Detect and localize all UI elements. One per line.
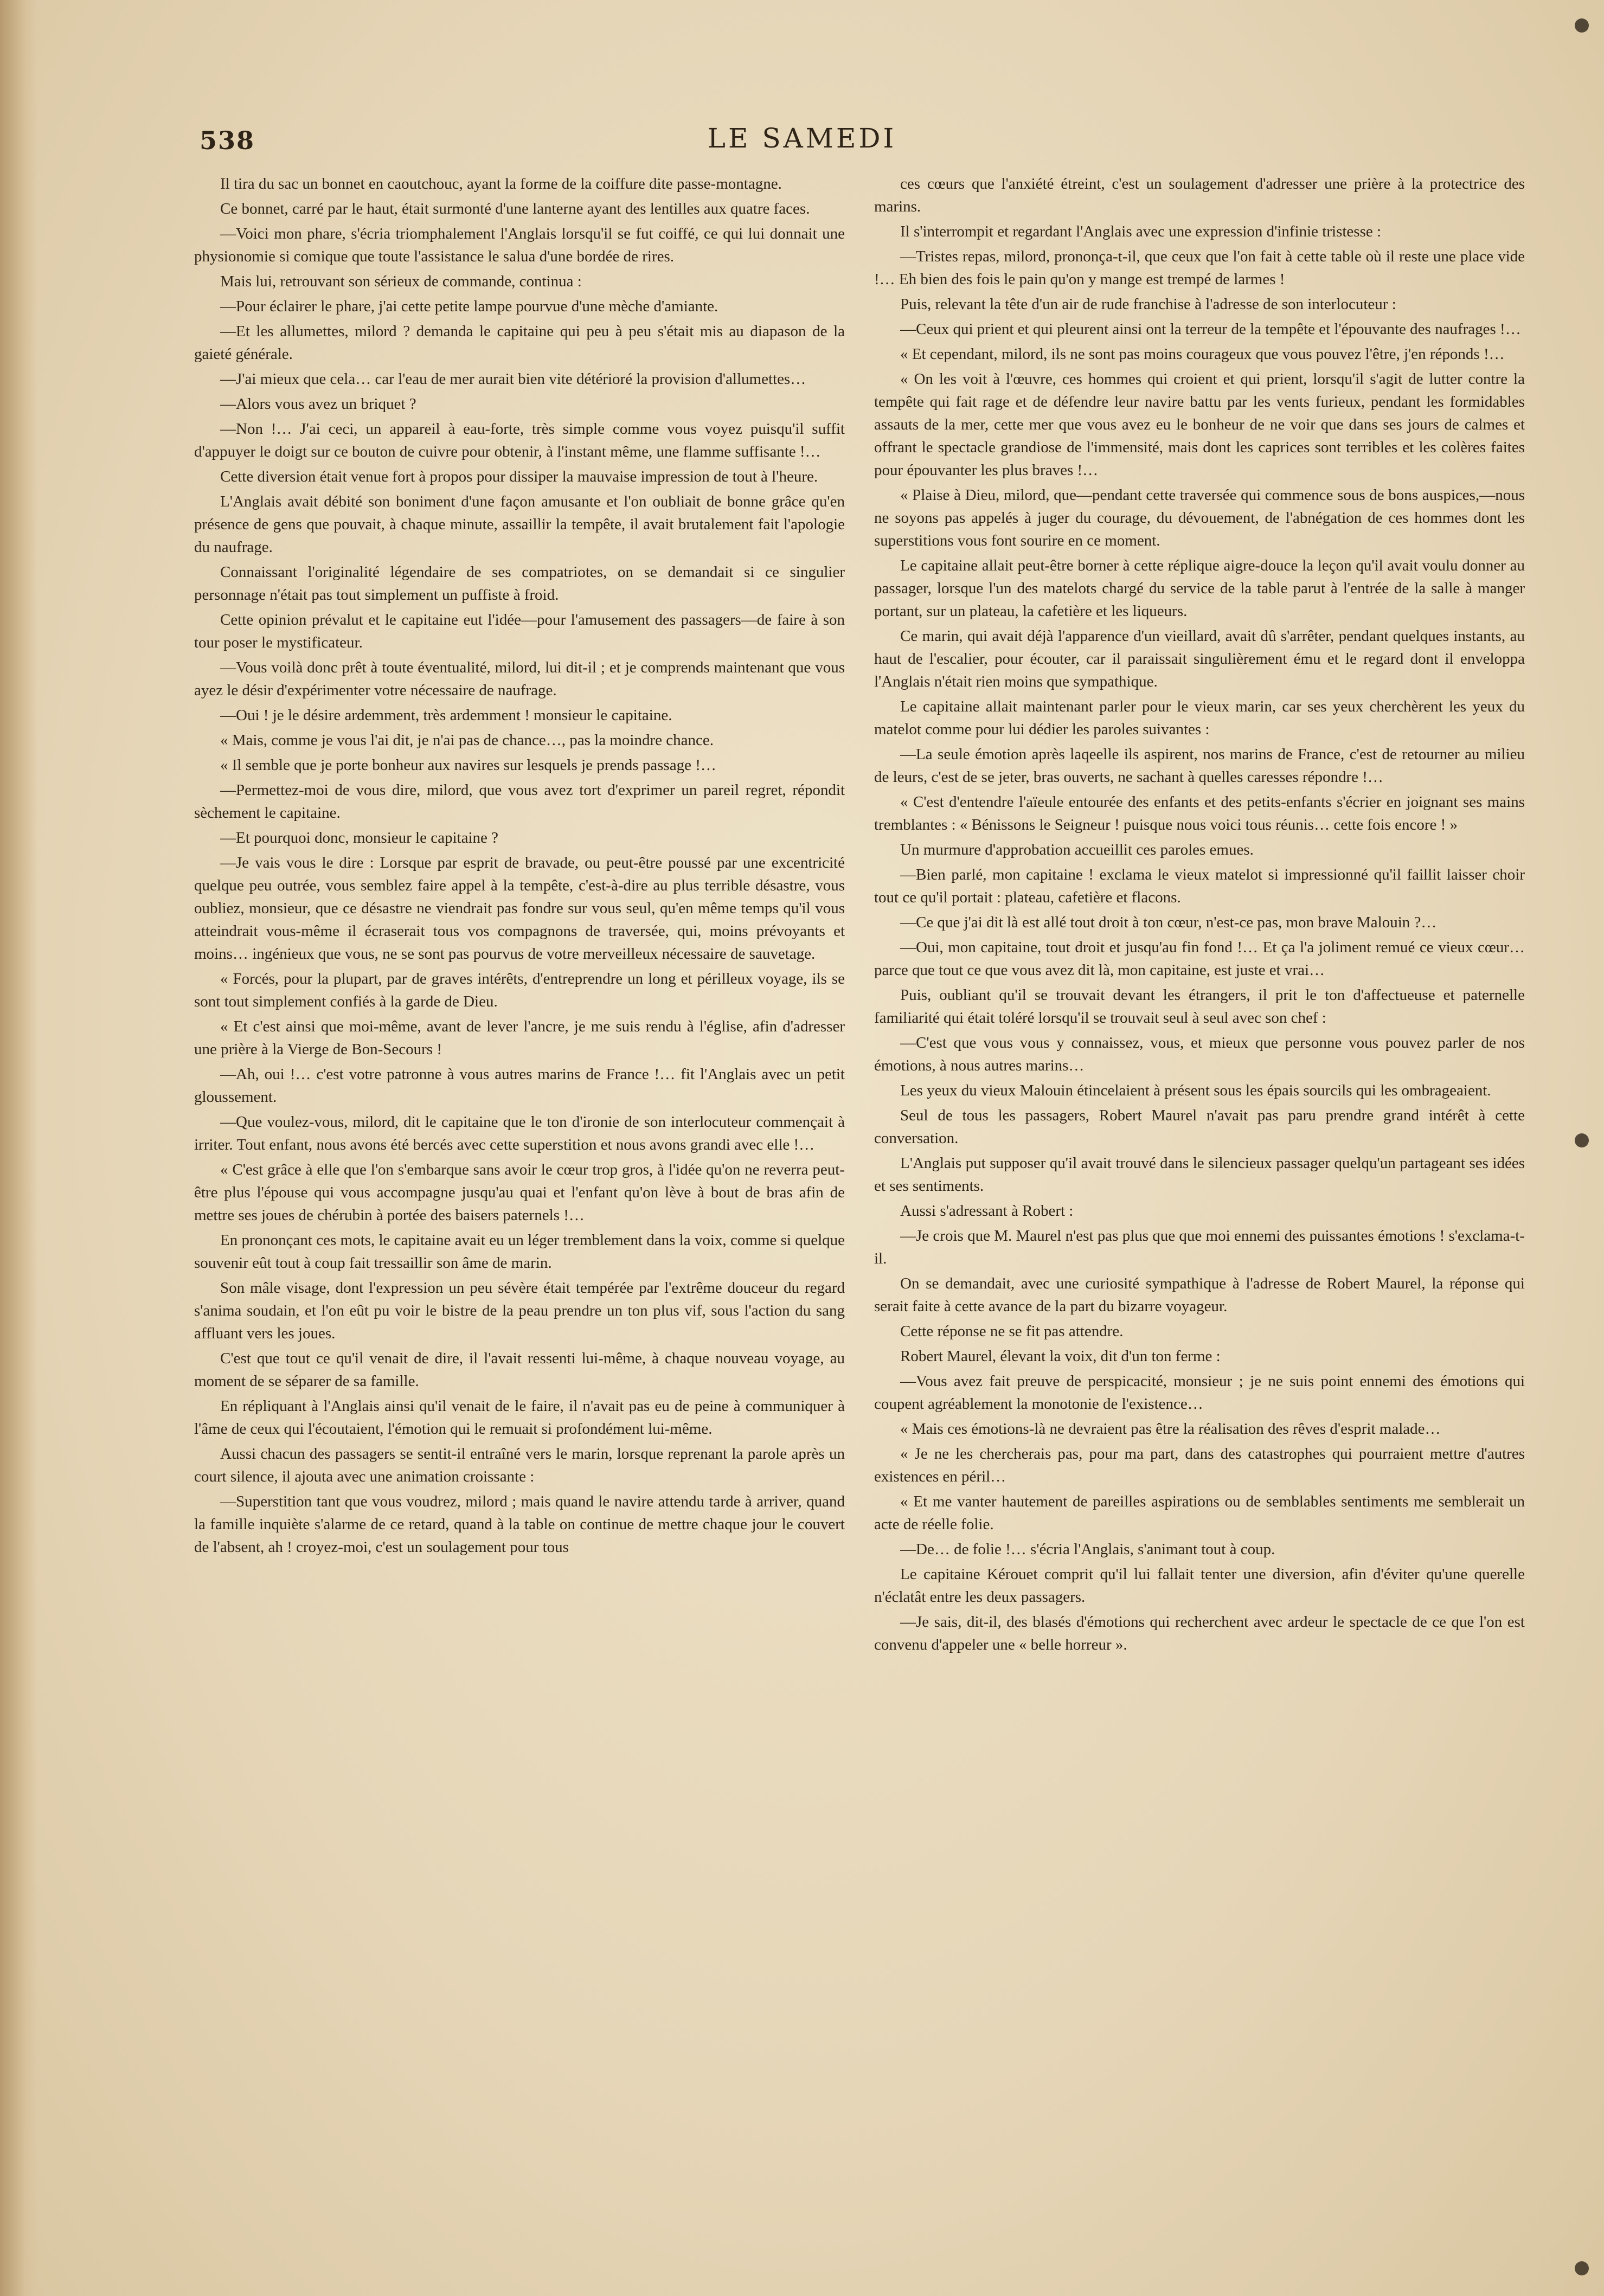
paragraph: Aussi chacun des passagers se sentit-il entraîné vers le marin, lorsque reprenant la parole après un court silence, il ajouta avec une animation croissante :: [194, 1445, 845, 1485]
paragraph: « Plaise à Dieu, milord, que—pendant cette traversée qui commence sous de bons auspices,—nous ne soyons pas appelés à juger du courage, du dévouement, de l'abnégation de ces hommes dont les superstitions vous font sourire en ce moment.: [874, 486, 1525, 549]
binding-spine: [0, 0, 38, 2296]
paragraph: « Mais ces émotions-là ne devraient pas être la réalisation des rêves d'esprit malade…: [900, 1420, 1441, 1438]
paragraph: On se demandait, avec une curiosité sympathique à l'adresse de Robert Maurel, la réponse qui serait faite à cette avance de la part du bizarre voyageur.: [874, 1275, 1525, 1315]
paragraph: En répliquant à l'Anglais ainsi qu'il venait de le faire, il n'avait pas eu de peine à communiquer à l'âme de ceux qui l'écoutaient, l'émotion qui le remuait si profondément lui-même.: [194, 1397, 845, 1438]
paragraph: Cette réponse ne se fit pas attendre.: [900, 1323, 1124, 1340]
paragraph: —Oui ! je le désire ardemment, très ardemment ! monsieur le capitaine.: [220, 707, 672, 724]
paragraph: Ce marin, qui avait déjà l'apparence d'un vieillard, avait dû s'arrêter, pendant quelques instants, au haut de l'escalier, pour écouter, car il paraissait singulièrement ému et le regard dont il enveloppa l'Anglais n'était rien moins que sympathique.: [874, 627, 1525, 690]
paragraph: Seul de tous les passagers, Robert Maurel n'avait pas paru prendre grand intérêt à cette conversation.: [874, 1107, 1525, 1147]
paragraph: Un murmure d'approbation accueillit ces paroles emues.: [900, 841, 1254, 858]
paragraph: « Et me vanter hautement de pareilles aspirations ou de semblables sentiments me semblerait un acte de réelle folie.: [874, 1493, 1525, 1533]
paragraph: Le capitaine Kérouet comprit qu'il lui fallait tenter une diversion, afin d'éviter qu'une querelle n'éclatât entre les deux passagers.: [874, 1566, 1525, 1606]
paragraph: Connaissant l'originalité légendaire de ses compatriotes, on se demandait si ce singulier personnage n'était pas tout simplement un puffiste à froid.: [194, 563, 845, 604]
paragraph: Ce bonnet, carré par le haut, était surmonté d'une lanterne ayant des lentilles aux quatre faces.: [220, 200, 810, 217]
paragraph: Robert Maurel, élevant la voix, dit d'un ton ferme :: [900, 1348, 1221, 1365]
paragraph: C'est que tout ce qu'il venait de dire, il l'avait ressenti lui-même, à chaque nouveau voyage, au moment de se séparer de sa famille.: [194, 1350, 845, 1390]
paragraph: —Bien parlé, mon capitaine ! exclama le vieux matelot si impressionné qu'il faillit laisser choir tout ce qu'il portait : plateau, cafetière et flacons.: [874, 866, 1525, 906]
paragraph: Il s'interrompit et regardant l'Anglais avec une expression d'infinie tristesse :: [900, 223, 1382, 240]
paragraph: —Je vais vous le dire : Lorsque par esprit de bravade, ou peut-être poussé par une excentricité quelque peu outrée, vous semblez faire appel à la tempête, c'est-à-dire au plus terrible désastre, vous oubliez, monsieur, que ce désastre ne viendrait pas fondre sur vous seul, qu'en même temps qu'il vous atteindrait vous-même il écraserait tous vos compagnons de traversée, qui, moins prévoyants et moins… ingénieux que vous, ne se sont pas pourvus de votre merveilleux nécessaire de sauvetage.: [194, 854, 845, 963]
paragraph: « Mais, comme je vous l'ai dit, je n'ai pas de chance…, pas la moindre chance.: [220, 732, 714, 749]
paragraph: —Oui, mon capitaine, tout droit et jusqu'au fin fond !… Et ça l'a joliment remué ce vieux cœur… parce que tout ce que vous avez dit là, mon capitaine, est juste et vrai…: [874, 939, 1525, 979]
paragraph: —De… de folie !… s'écria l'Anglais, s'animant tout à coup.: [900, 1541, 1275, 1558]
paragraph: —Permettez-moi de vous dire, milord, que vous avez tort d'exprimer un pareil regret, répondit sèchement le capitaine.: [194, 781, 845, 822]
paragraph: —Alors vous avez un briquet ?: [220, 395, 416, 413]
paragraph: L'Anglais avait débité son boniment d'une façon amusante et l'on oubliait de bonne grâce qu'en présence de gens que pouvait, à chaque minute, assaillir la tempête, il avait brutalement fait l'apologie du naufrage.: [194, 493, 845, 556]
paragraph: —Superstition tant que vous voudrez, milord ; mais quand le navire attendu tarde à arriver, quand la famille inquiète s'alarme de ce retard, quand à la table on continue de mettre chaque jour le couvert de l'absent, ah ! croyez-moi, c'est un soulagement pour tous: [194, 1493, 845, 1556]
paragraph: —Et les allumettes, milord ? demanda le capitaine qui peu à peu s'était mis au diapason de la gaieté générale.: [194, 323, 845, 363]
paragraph: « Il semble que je porte bonheur aux navires sur lesquels je prends passage !…: [220, 756, 716, 774]
paragraph: « Et cependant, milord, ils ne sont pas moins courageux que vous pouvez l'être, j'en réponds !…: [900, 345, 1505, 363]
paragraph: —Vous voilà donc prêt à toute éventualité, milord, lui dit-il ; et je comprends maintenant que vous ayez le désir d'expérimenter votre nécessaire de naufrage.: [194, 659, 845, 699]
paragraph: —Pour éclairer le phare, j'ai cette petite lampe pourvue d'une mèche d'amiante.: [220, 298, 718, 315]
paragraph: « Forcés, pour la plupart, par de graves intérêts, d'entreprendre un long et périlleux voyage, ils se sont tout simplement confiés à la garde de Dieu.: [194, 970, 845, 1010]
paragraph: Cette opinion prévalut et le capitaine eut l'idée—pour l'amusement des passagers—de faire à son tour poser le mystificateur.: [194, 611, 845, 651]
paragraph: Les yeux du vieux Malouin étincelaient à présent sous les épais sourcils qui les ombrageaient.: [900, 1082, 1491, 1099]
paragraph: —J'ai mieux que cela… car l'eau de mer aurait bien vite détérioré la provision d'allumettes…: [220, 370, 806, 388]
paragraph: « Et c'est ainsi que moi-même, avant de lever l'ancre, je me suis rendu à l'église, afin d'adresser une prière à la Vierge de Bon-Secours !: [194, 1018, 845, 1058]
page-number: 538: [200, 126, 255, 155]
binding-hole-icon: [1575, 18, 1589, 33]
text-column-left: [194, 172, 845, 2135]
running-title: LE SAMEDI: [707, 123, 897, 154]
paragraph: —C'est que vous vous y connaissez, vous, et mieux que personne vous pouvez parler de nos émotions, à nous autres marins…: [874, 1034, 1525, 1074]
paragraph: « C'est d'entendre l'aïeule entourée des enfants et des petits-enfants s'écrier en joignant ses mains tremblantes : « Bénissons le Seigneur ! puisque nous voici tous réunis… cette fois encore ! »: [874, 793, 1525, 833]
paragraph: —La seule émotion après laqeelle ils aspirent, nos marins de France, c'est de retourner au milieu de leurs, c'est de se jeter, bras ouverts, ne sachant à quelles caresses répondre !…: [874, 746, 1525, 786]
paragraph: —Je sais, dit-il, des blasés d'émotions qui recherchent avec ardeur le spectacle de ce que l'on est convenu d'appeler une « belle horreur ».: [874, 1613, 1525, 1653]
paragraph: ces cœurs que l'anxiété étreint, c'est un soulagement d'adresser une prière à la protectrice des marins.: [874, 175, 1525, 215]
paragraph: Mais lui, retrouvant son sérieux de commande, continua :: [220, 273, 582, 290]
paragraph: —Voici mon phare, s'écria triomphalement l'Anglais lorsqu'il se fut coiffé, ce qui lui donnait une physionomie si comique que toute l'assistance le salua d'une bordée de rires.: [194, 225, 845, 265]
paragraph: « On les voit à l'œuvre, ces hommes qui croient et qui prient, lorsqu'il s'agit de lutter contre la tempête qui fait rage et de défendre leur navire battu par les vents furieux, pendant les formidables assauts de la mer, cette mer que vous avez eu le bonheur de ne voir que dans ses jours de calmes et offrant le spectacle grandiose de l'immensité, mais dont les caprices sont terribles et les colères faites pour épouvanter les plus braves !…: [874, 370, 1525, 479]
paragraph: —Ah, oui !… c'est votre patronne à vous autres marins de France !… fit l'Anglais avec un petit gloussement.: [194, 1066, 845, 1106]
paragraph: L'Anglais put supposer qu'il avait trouvé dans le silencieux passager quelqu'un partageant ses idées et ses sentiments.: [874, 1155, 1525, 1195]
paragraph: —Je crois que M. Maurel n'est pas plus que que moi ennemi des puissantes émotions ! s'exclama-t-il.: [874, 1227, 1525, 1267]
paragraph: Puis, oubliant qu'il se trouvait devant les étrangers, il prit le ton d'affectueuse et paternelle familiarité qui était toléré lorsqu'il se trouvait seul à seul avec son chef :: [874, 986, 1525, 1027]
paragraph: « Je ne les chercherais pas, pour ma part, dans des catastrophes qui pourraient mettre d'autres existences en péril…: [874, 1445, 1525, 1485]
paragraph: En prononçant ces mots, le capitaine avait eu un léger tremblement dans la voix, comme si quelque souvenir eût tout à coup fait tressaillir son âme de marin.: [194, 1232, 845, 1272]
paragraph: —Et pourquoi donc, monsieur le capitaine ?: [220, 829, 498, 846]
binding-hole-icon: [1575, 1133, 1589, 1147]
paragraph: Il tira du sac un bonnet en caoutchouc, ayant la forme de la coiffure dite passe-montagne.: [220, 175, 782, 193]
paragraph: —Non !… J'ai ceci, un appareil à eau-forte, très simple comme vous voyez puisqu'il suffit d'appuyer le doigt sur ce bouton de cuivre pour obtenir, à l'instant même, une flamme suffisante !…: [194, 420, 845, 460]
binding-hole-icon: [1575, 2261, 1589, 2275]
paragraph: Puis, relevant la tête d'un air de rude franchise à l'adresse de son interlocuteur :: [900, 296, 1396, 313]
paragraph: —Tristes repas, milord, prononça-t-il, que ceux que l'on fait à cette table où il reste une place vide !… Eh bien des fois le pain qu'on y mange est trempé de larmes !: [874, 248, 1525, 288]
paragraph: —Que voulez-vous, milord, dit le capitaine que le ton d'ironie de son interlocuteur commençait à irriter. Tout enfant, nous avons été bercés avec cette superstition et nous avons grandi avec elle !…: [194, 1113, 845, 1153]
text-column-right: [874, 172, 1525, 2135]
paragraph: —Vous avez fait preuve de perspicacité, monsieur ; je ne suis point ennemi des émotions qui coupent agréablement la monotonie de l'existence…: [874, 1373, 1525, 1413]
paragraph: Cette diversion était venue fort à propos pour dissiper la mauvaise impression de tout à l'heure.: [220, 468, 818, 485]
paragraph: Le capitaine allait maintenant parler pour le vieux marin, car ses yeux cherchèrent les yeux du matelot comme pour lui dédier les paroles suivantes :: [874, 698, 1525, 738]
paragraph: Le capitaine allait peut-être borner à cette réplique aigre-douce la leçon qu'il avait voulu donner au passager, lorsque l'un des matelots chargé du service de la table parut à l'entrée de la salle à manger portant, sur un plateau, la cafetière et les liqueurs.: [874, 557, 1525, 620]
paragraph: —Ceux qui prient et qui pleurent ainsi ont la terreur de la tempête et l'épouvante des naufrages !…: [900, 320, 1521, 338]
paragraph: —Ce que j'ai dit là est allé tout droit à ton cœur, n'est-ce pas, mon brave Malouin ?…: [900, 914, 1437, 931]
paragraph: Son mâle visage, dont l'expression un peu sévère était tempérée par l'extrême douceur du regard s'anima soudain, et l'on eût pu voir le bistre de la peau prendre un ton plus vif, sous l'action du sang affluant vers les joues.: [194, 1279, 845, 1342]
paragraph: « C'est grâce à elle que l'on s'embarque sans avoir le cœur trop gros, à l'idée qu'on ne reverra peut-être plus l'épouse qui vous accompagne jusqu'au quai et l'enfant qu'on lève à bout de bras afin de mettre ses joues de chérubin à portée des baisers paternels !…: [194, 1161, 845, 1224]
paragraph: Aussi s'adressant à Robert :: [900, 1202, 1074, 1220]
